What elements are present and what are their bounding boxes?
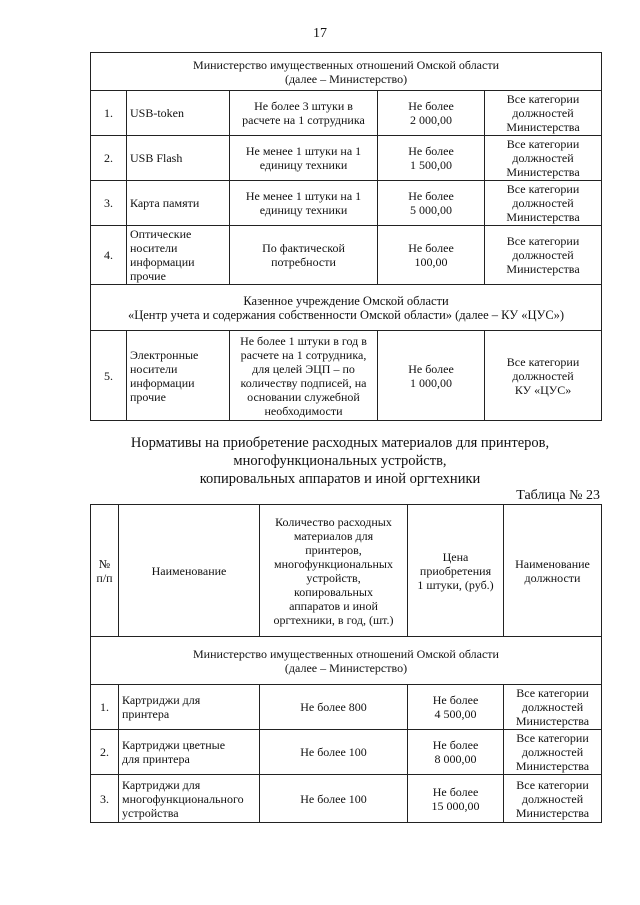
table-row [91, 226, 602, 285]
item-category [485, 226, 602, 285]
item-quantity-line: единицу техники [259, 158, 348, 172]
item-name-line: USB-token [130, 106, 184, 120]
item-price-line: Не более [408, 99, 454, 113]
column-header-quantity [260, 505, 408, 637]
item-category-line: Министерства [515, 805, 590, 820]
item-quantity-line: Не более 1 штуки в год в [240, 333, 367, 348]
item-name [119, 685, 260, 730]
item-quantity [260, 685, 408, 730]
item-quantity-line: количеству подписей, на [240, 375, 367, 390]
item-category [504, 775, 602, 823]
section-heading-line: «Центр учета и содержания собственности Омской области» (далее – КУ «ЦУС») [127, 307, 565, 322]
column-header-quantity-line: устройств, [306, 570, 361, 585]
norm-title-line: копировальных аппаратов и иной оргтехники [199, 471, 481, 487]
item-category-line: Все категории [516, 731, 589, 745]
table-row [91, 331, 602, 421]
item-price [408, 730, 504, 775]
item-category-line: должностей [521, 791, 584, 806]
column-header-num-line: п/п [96, 570, 113, 585]
item-category-line: Все категории [516, 686, 589, 700]
item-name [127, 226, 230, 285]
item-price-line: Не более [408, 361, 454, 376]
item-category-line: Министерства [506, 120, 580, 134]
item-name [127, 136, 230, 181]
section-heading-line: Казенное учреждение Омской области [243, 293, 449, 308]
row-number: 1. [91, 685, 119, 730]
item-name-line: для принтера [122, 752, 190, 766]
item-quantity [230, 91, 378, 136]
item-category [485, 331, 602, 421]
item-quantity-line: расчете на 1 сотрудника, [240, 347, 367, 362]
item-category-line: Министерства [515, 714, 590, 728]
item-category-line: Все категории [506, 182, 580, 196]
item-quantity-line: для целей ЭЦП – по [252, 361, 355, 376]
item-name [119, 730, 260, 775]
item-category-line: Все категории [506, 234, 580, 248]
item-name-line: Картриджи цветные [122, 738, 226, 752]
item-quantity [230, 136, 378, 181]
item-category-line: должностей [512, 196, 574, 210]
item-category-line: Министерства [506, 210, 580, 224]
table-row [91, 181, 602, 226]
item-category-line: должностей [512, 106, 574, 120]
item-name-line: Электронные [130, 347, 199, 362]
column-header-quantity-line: принтеров, [305, 542, 362, 557]
section-heading-line: (далее – Министерство) [284, 660, 408, 675]
item-price-line: 1 500,00 [410, 158, 452, 172]
item-name-line: Картриджи для [122, 693, 201, 707]
item-quantity-line: Не более 3 штуки в [254, 99, 353, 113]
item-name-line: носители [130, 361, 178, 376]
section-heading-line: (далее – Министерство) [284, 71, 408, 86]
table-row [91, 685, 602, 730]
page-number: 17 [313, 26, 327, 41]
row-number: 3. [91, 181, 127, 226]
item-name-line: многофункционального [122, 791, 244, 806]
consumables-table [90, 504, 602, 823]
item-price-line: 4 500,00 [434, 707, 477, 721]
item-name-line: Оптические [130, 227, 192, 241]
column-header-num-line: № [98, 556, 111, 571]
item-category-line: Министерства [506, 262, 580, 276]
column-header-quantity-line: оргтехники, в год, (шт.) [273, 612, 394, 627]
column-header-position-line: Наименование [515, 556, 590, 571]
item-category [485, 136, 602, 181]
table-row [91, 730, 602, 775]
column-header-price-line: 1 штуки, (руб.) [417, 577, 494, 592]
table-row [91, 136, 602, 181]
item-price-line: Не более [408, 144, 454, 158]
item-price-line: 2 000,00 [410, 113, 452, 127]
item-price-line: Не более [432, 784, 479, 799]
item-quantity [260, 730, 408, 775]
row-number: 2. [91, 730, 119, 775]
item-price [408, 685, 504, 730]
item-quantity-line: необходимости [264, 403, 343, 418]
item-category-line: Министерства [515, 759, 590, 773]
item-category-line: должностей [521, 745, 584, 759]
item-quantity [260, 775, 408, 823]
item-quantity [230, 181, 378, 226]
item-category-line: должностей [512, 368, 574, 383]
item-quantity-line: расчете на 1 сотрудника [242, 113, 365, 127]
item-name [127, 91, 230, 136]
item-price-line: 1 000,00 [410, 375, 452, 390]
column-header-position [504, 505, 602, 637]
item-category-line: КУ «ЦУС» [514, 382, 572, 397]
item-price-line: 100,00 [414, 255, 448, 269]
section-heading-line: Министерство имущественных отношений Омской области [193, 646, 499, 661]
item-price-line: 5 000,00 [410, 203, 452, 217]
row-number: 3. [91, 775, 119, 823]
item-category-line: Все категории [506, 354, 580, 369]
item-category [504, 730, 602, 775]
row-number: 2. [91, 136, 127, 181]
item-quantity-line: единицу техники [259, 203, 348, 217]
item-price [378, 181, 485, 226]
column-header-quantity-line: многофункциональных [273, 556, 393, 571]
column-header-quantity-line: аппаратов и иной [289, 598, 378, 613]
item-price [378, 91, 485, 136]
item-name-line: информации [130, 375, 195, 390]
item-name-line: устройства [122, 805, 179, 820]
norm-title [60, 434, 620, 488]
item-quantity-line: Не более 800 [300, 700, 367, 714]
item-name-line: USB Flash [130, 151, 183, 165]
item-price [378, 226, 485, 285]
item-name-line: Карта памяти [130, 196, 200, 210]
item-category-line: Министерства [506, 165, 580, 179]
item-price-line: Не более [432, 738, 479, 752]
item-price [408, 775, 504, 823]
column-header-position-line: должности [524, 570, 581, 585]
item-category-line: Все категории [516, 777, 589, 792]
row-number: 5. [91, 331, 127, 421]
column-header-price [408, 505, 504, 637]
header-row [91, 505, 602, 637]
item-quantity [230, 226, 378, 285]
item-quantity-line: Не менее 1 штуки на 1 [245, 144, 362, 158]
item-quantity-line: Не более 100 [300, 745, 367, 759]
item-category-line: Все категории [506, 92, 580, 106]
item-price-line: Не более [408, 189, 454, 203]
item-name [127, 181, 230, 226]
section-heading [91, 637, 602, 685]
item-category-line: должностей [512, 151, 574, 165]
column-header-quantity-line: материалов для [293, 528, 374, 543]
section-heading [91, 285, 602, 331]
item-price [378, 136, 485, 181]
norm-title-line: Нормативы на приобретение расходных материалов для принтеров, [130, 435, 550, 451]
section-row [91, 637, 602, 685]
column-header-quantity-line: Количество расходных [275, 514, 392, 529]
item-price-line: Не более [432, 693, 479, 707]
item-quantity [230, 331, 378, 421]
item-name-line: прочие [130, 269, 166, 283]
table-row [91, 775, 602, 823]
item-category [485, 181, 602, 226]
supplies-table-continued [90, 52, 602, 421]
section-row [91, 53, 602, 91]
item-price-line: 15 000,00 [431, 798, 480, 813]
row-number: 1. [91, 91, 127, 136]
column-header-name [119, 505, 260, 637]
item-category-line: должностей [512, 248, 574, 262]
section-row [91, 285, 602, 331]
row-number: 4. [91, 226, 127, 285]
item-name-line: информации [130, 255, 195, 269]
column-header-price-line: Цена [442, 549, 469, 564]
item-name [127, 331, 230, 421]
section-heading [91, 53, 602, 91]
item-quantity-line: По фактической [262, 241, 345, 255]
item-category-line: Все категории [506, 137, 580, 151]
item-name-line: Картриджи для [122, 777, 201, 792]
item-price-line: 8 000,00 [434, 752, 477, 766]
column-header-quantity-line: копировальных [294, 584, 373, 599]
column-header-price-line: приобретения [419, 563, 492, 578]
item-quantity-line: основании служебной [247, 389, 360, 404]
column-header-num [91, 505, 119, 637]
item-quantity-line: Не менее 1 штуки на 1 [245, 189, 362, 203]
item-name-line: прочие [130, 389, 166, 404]
item-quantity-line: потребности [271, 255, 336, 269]
item-category-line: должностей [521, 700, 584, 714]
item-category [485, 91, 602, 136]
table-label: Таблица № 23 [516, 488, 600, 503]
item-category [504, 685, 602, 730]
item-name [119, 775, 260, 823]
item-name-line: носители [130, 241, 178, 255]
table-row [91, 91, 602, 136]
column-header-name-line: Наименование [151, 563, 227, 578]
item-name-line: принтера [122, 707, 170, 721]
section-heading-line: Министерство имущественных отношений Омской области [193, 57, 499, 72]
item-price [378, 331, 485, 421]
item-price-line: Не более [408, 241, 454, 255]
item-quantity-line: Не более 100 [300, 791, 367, 806]
norm-title-line: многофункциональных устройств, [233, 453, 447, 469]
